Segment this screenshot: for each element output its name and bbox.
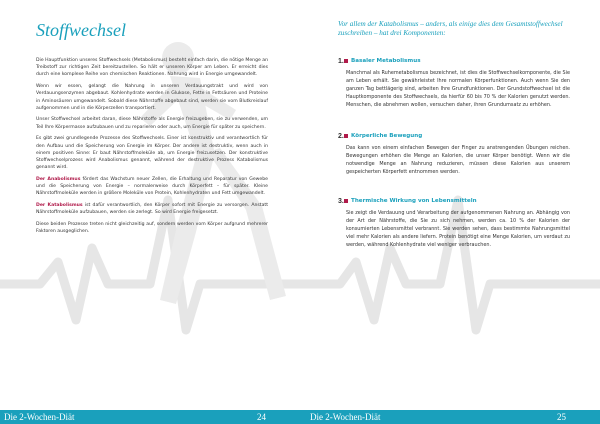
left-body-text <box>36 57 268 240</box>
component-label: Basaler Metabolismus <box>351 58 421 64</box>
katabolism-text: ist dafür verantwortlich, den Körper sofort mit Energie zu versorgen. Anstatt Nährstoffmoleküle aufzubauen, werden sie zerlegt. So wird Energie freigesetzt. <box>36 202 268 216</box>
paragraph: Es gibt zwei grundlegende Prozesse des Stoffwechsels. Einer ist konstruktiv und verantwortlich für den Aufbau und die Speicherung von Energie im Körper. Der andere ist destruktiv, wenn auch in einem positiven Sinne: Er baut Nährstoffmoleküle ab, um Energie freizusetzen. Der konstruktive Stoffwechselprozess wird Anabolismus genannt, während der destruktive Prozess Katabolismus genannt wird. <box>36 136 268 171</box>
component-heading <box>338 56 570 66</box>
component-text: Sie zeigt die Verdauung und Verarbeitung der aufgenommenen Nahrung an. Abhängig von der Art der Nährstoffe, die Sie zu sich nehmen, werden ca. 10 % der Kalorien der konsumierten Lebensmittel verbrannt. Sie werden sehen, dass bestimmte Nahrungsmittel viel mehr Kalorien als andere liefern. Protein benötigt eine Menge Kalorien, um verdaut zu werden, während Kohlenhydrate viel weniger verbrauchen. <box>346 210 570 249</box>
component-number: 2. <box>338 132 344 140</box>
component-text: Manchmal als Ruhemetabolismus bezeichnet, ist dies die Stoffwechselkomponente, die Sie am Leben erhält. Sie gewährleistet Ihre normalen Körperfunktionen. Auch wenn Sie den ganzen Tag bettlägerig sind, arbeiten Ihre Grundfunktionen. Der Grundstoffwechsel ist die Hauptkomponente des Stoffwechsels, da hierfür 60 bis 70 % der Kalorien genutzt werden. Menschen, die abnehmen wollen, versuchen daher, ihren Grundumsatz zu erhöhen. <box>346 70 570 109</box>
paragraph: Wenn wir essen, gelangt die Nahrung in unseren Verdauungstrakt und wird von Verdauungsenzymen abgebaut. Kohlenhydrate werden in Glukose, Fette in Fettsäuren und Proteine in Aminosäuren umgewandelt. Sobald diese Nährstoffe abgebaut sind, werden sie vom Blutkreislauf aufgenommen und in die Körperzellen transportiert. <box>36 84 268 111</box>
component-physical-activity <box>338 131 570 176</box>
katabolism-paragraph <box>36 202 268 216</box>
page-title: Stoffwechsel <box>36 20 126 40</box>
component-heading <box>338 131 570 141</box>
component-heading <box>338 196 570 206</box>
component-number: 1. <box>338 57 344 65</box>
component-text: Das kann von einem einfachen Bewegen der Finger zu anstrengenden Übungen reichen. Bewegungen erhöhen die Menge an Kalorien, die unser Körper benötigt. Wenn wir die notwendige Menge an Nahrung reduzieren, müssen diese Kalorien aus unserem gespeicherten Körperfett entnommen werden. <box>346 145 570 176</box>
component-label: Thermische Wirkung von Lebensmitteln <box>351 198 477 204</box>
anabolism-term: Der Anabolismus <box>36 176 81 182</box>
anabolism-text: fördert das Wachstum neuer Zellen, die Erhaltung und Reparatur von Gewebe und die Speicherung von Energie – normalerweise durch Körperfett – für später. Kleine Nährstoffmoleküle werden in größere Moleküle von Protein, Kohlenhydraten und Fett umgewandelt. <box>36 176 268 197</box>
component-number: 3. <box>338 197 344 205</box>
katabolism-term: Der Katabolismus <box>36 202 83 208</box>
square-bullet-icon <box>344 199 348 203</box>
square-bullet-icon <box>344 134 348 138</box>
footer-book-title: Die 2-Wochen-Diät <box>310 412 381 422</box>
page-number: 24 <box>257 412 266 422</box>
component-thermic-effect <box>338 196 570 249</box>
page-number: 25 <box>557 412 566 422</box>
paragraph: Die Hauptfunktion unseres Stoffwechsels (Metabolismus) besteht einfach darin, die nötige Menge an Treibstoff zur richtigen Zeit bereitzustellen. So hält er unseren Körper am Leben. Er erreicht dies durch eine komplexe Reihe von chemischen Reaktionen. Nahrung wird in Energie umgewandelt. <box>36 58 268 78</box>
right-page <box>300 0 600 424</box>
intro-text: Vor allem der Katabolismus – anders, als einige dies dem Gesamtstoffwechsel zuschreiben – hat drei Komponenten: <box>338 20 563 38</box>
paragraph: Unser Stoffwechsel arbeitet daran, diese Nährstoffe als Energie freizugeben, sie zu verwenden, um Teil Ihre Körpermasse aufzubauen und zu reparieren oder auch, um Energie für später zu speichern. <box>36 117 268 130</box>
component-label: Körperliche Bewegung <box>351 133 423 139</box>
component-basal-metabolism <box>338 56 570 109</box>
anabolism-paragraph <box>36 176 268 198</box>
paragraph: Diese beiden Prozesse treten nicht gleichzeitig auf, sondern werden vom Körper aufgrund mehrerer Faktoren ausgeglichen. <box>36 221 268 235</box>
footer-book-title: Die 2-Wochen-Diät <box>4 412 75 422</box>
square-bullet-icon <box>344 59 348 63</box>
